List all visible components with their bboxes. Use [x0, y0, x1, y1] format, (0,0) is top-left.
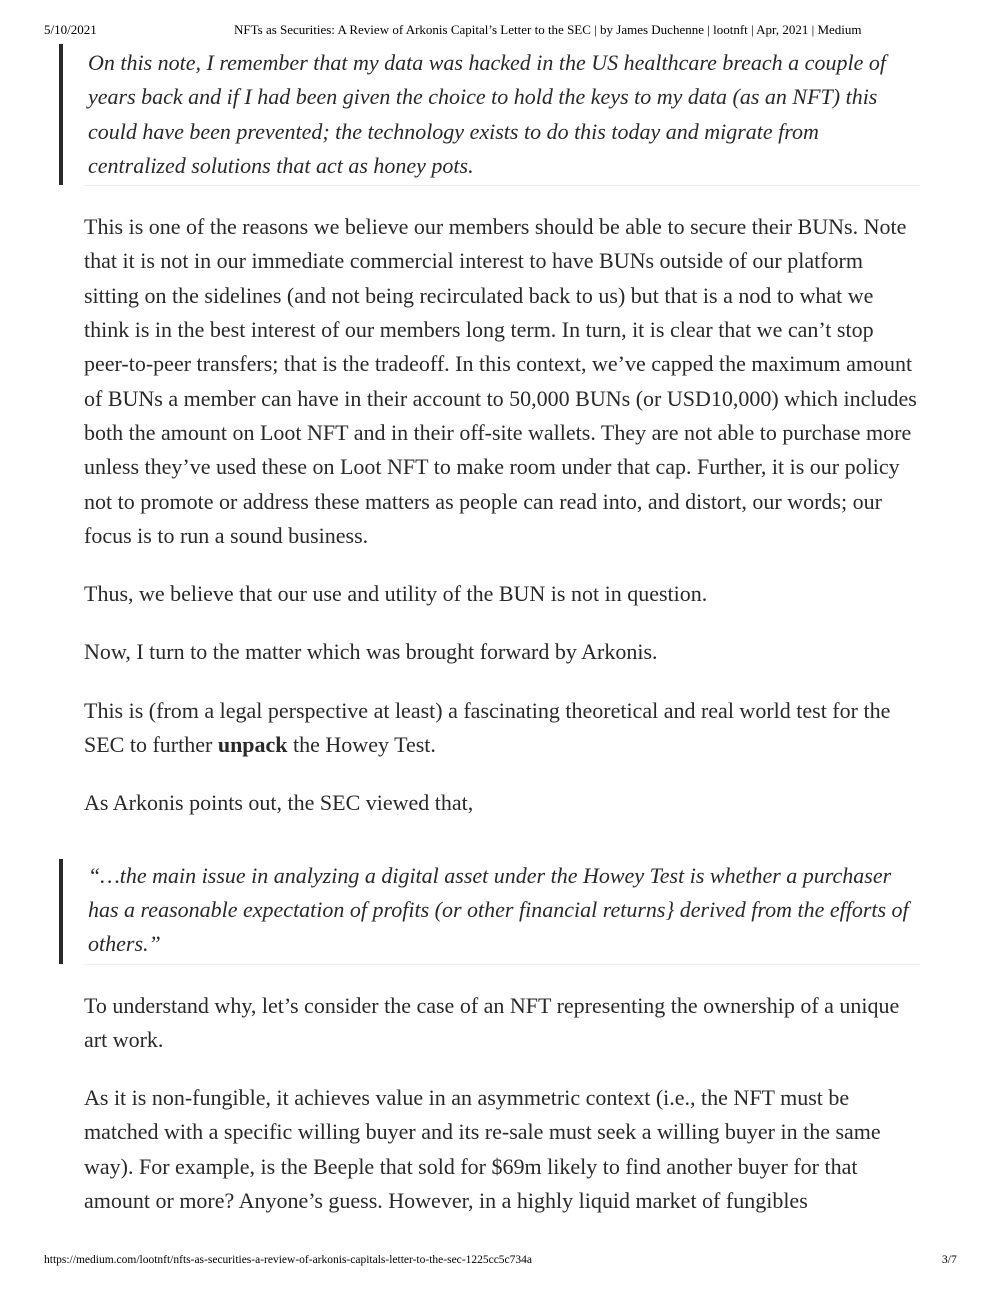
page-number: 3/7 [942, 1254, 957, 1266]
print-title: NFTs as Securities: A Review of Arkonis Capital’s Letter to the SEC | by James Duchenne | lootnft | Apr, 2021 | Medium [234, 22, 862, 37]
print-url: https://medium.com/lootnft/nfts-as-securities-a-review-of-arkonis-capitals-letter-to-the-sec-1225cc5c734a [44, 1254, 533, 1266]
paragraph-howey-test: This is (from a legal perspective at least) a fascinating theoretical and real world test for the SEC to further unpack the Howey Test. [84, 697, 891, 758]
bold-emphasis: unpack [217, 732, 288, 758]
paragraph-arkonis-matter: Now, I turn to the matter which was brought forward by Arkonis. [84, 639, 658, 665]
print-header [0, 22, 1000, 42]
paragraph-line: peer-to-peer transfers; that is the tradeoff. In this context, we’ve capped the maximum amount of BUNs a member can have in their account to 50,000 BUNs (or USD10,000) which includes both the amount on Loot NFT and in their off-site wallets. They are not able to purchase more unless they’ve used these on Loot NFT to make room under that cap. Further, it is our policy not to promote or address these matters as people can read into, and distort, our words; our focus is to run a sound business. [84, 351, 917, 548]
paragraph-sec-view: As Arkonis points out, the SEC viewed that, [84, 790, 474, 816]
pull-quote: On this note, I remember that my data was hacked in the US healthcare breach a couple of years back and if I had been given the choice to hold the keys to my data (as an NFT) this could have been prevented; the technology exists to do this today and migrate from centralized solutions that act as honey pots. [84, 44, 920, 186]
paragraph-line: This is one of the reasons we believe our members should be able to secure their BUNs. Note that it is not in our immediate commercial interest to have BUNs outside of our platform sitting on the sidelines (and not being recirculated back to us) but that is a nod to what we think is in the best interest of our members long term. In turn, it is clear that we can’t stop [84, 214, 907, 343]
paragraph-non-fungible: As it is non-fungible, it achieves value in an asymmetric context (i.e., the NFT must be matched with a specific willing buyer and its re-sale must seek a willing buyer in the same way). For example, is the Beeple that sold for $69m likely to find another buyer for that amount or more? Anyone’s guess. However, in a highly liquid market of fungibles [84, 1085, 881, 1214]
paragraph-nft-art: To understand why, let’s consider the case of an NFT representing the ownership of a unique art work. [84, 992, 900, 1052]
pull-quote: “…the main issue in analyzing a digital asset under the Howey Test is whether a purchaser has a reasonable expectation of profits (or other financial returns} derived from the efforts of others.” [84, 859, 920, 965]
print-date: 5/10/2021 [44, 22, 97, 37]
print-footer [0, 1254, 1000, 1274]
paragraph-bun-utility: Thus, we believe that our use and utility of the BUN is not in question. [84, 581, 708, 607]
article-body [84, 44, 920, 1218]
paragraph-buns-policy [84, 210, 920, 553]
